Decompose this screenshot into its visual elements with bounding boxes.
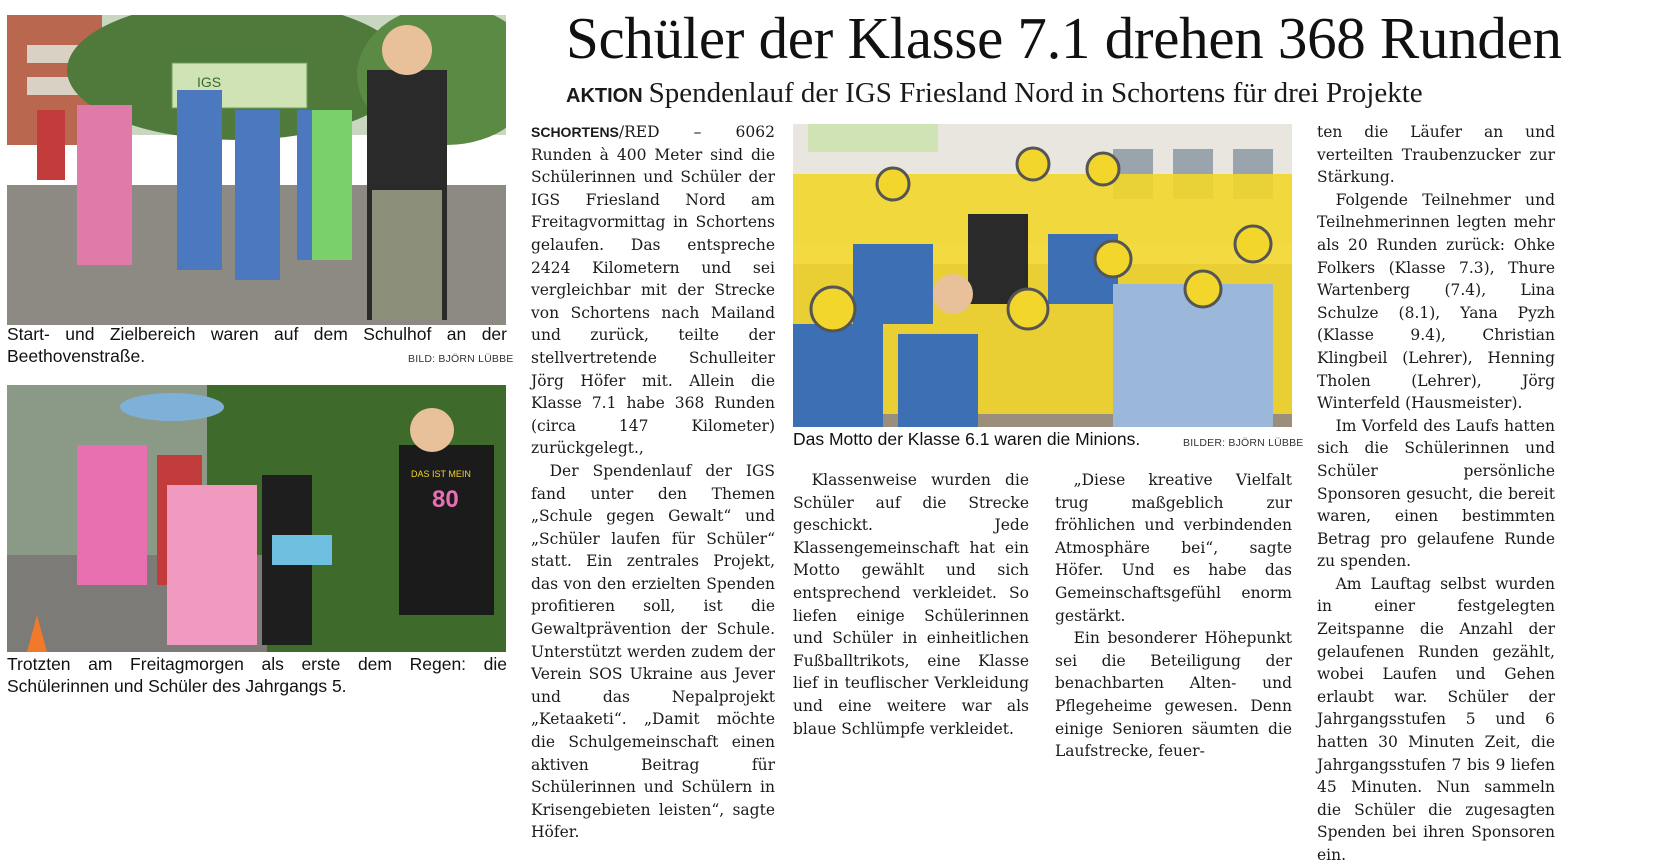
article-paragraph: „Diese kreative Vielfalt trug maßgeblich zur fröhlichen und verbindenden Atmosphäre bei“, sagte Höfer. Und es habe das Gemeinschaftsgefühl enorm gestärkt. (1055, 471, 1292, 625)
article-paragraph: Folgende Teilnehmer und Teilnehmerinnen legten mehr als 20 Runden zurück: Ohke Folkers (Klasse 7.3), Thure Wartenberg (7.4), Lina Schulze (8.1), Yana Pyzh (Klasse 9.4), Christian Klingbeil (Lehrer), Henning Tholen (Lehrer), Jörg Winterfeld (Hausmeister). (1317, 190, 1555, 413)
article-column-2 (793, 469, 1029, 740)
article-paragraph: Ein besonderer Höhepunkt sei die Beteiligung der benachbarten Alten- und Pflegeheime gewesen. Denn einige Senioren säumten die Laufstrecke, feuer- (1055, 629, 1292, 761)
article-paragraph: Im Vorfeld des Laufs hatten sich die Schülerinnen und Schüler persönliche Sponsoren gesucht, die bereit waren, einen bestimmten Betrag pro gelaufene Runde zu spenden. (1317, 416, 1555, 571)
photo-rain-runners-image (7, 385, 506, 652)
article-kicker: AKTION (566, 85, 643, 107)
article-subheadline-text: Spendenlauf der IGS Friesland Nord in Schortens für drei Projekte (648, 77, 1423, 109)
photo-start-finish-caption: Start- und Zielbereich waren auf dem Schulhof an der Beethovenstraße. (7, 324, 507, 366)
article-paragraph: Der Spendenlauf der IGS fand unter den Themen „Schule gegen Gewalt“ und „Schüler laufen für Schüler“ statt. Ein zentrales Projekt, das von den erzielten Spenden profitieren soll, ist die Gewaltprävention der Schule. Unterstützt werden zudem der Verein SOS Ukraine aus Jever und das Nepalprojekt „Ketaaketi“. „Damit möchte die Schulgemeinschaft einen aktiven Beitrag für Schülerinnen und Schülern in Krisengebieten leisten“, sagte Höfer. (531, 461, 775, 842)
photo-minions (793, 124, 1292, 427)
photo-rain-runners-caption: Trotzten am Freitagmorgen als erste dem Regen: die Schülerinnen und Schüler des Jahrgangs 5. (7, 654, 507, 696)
photo-minions-caption: Das Motto der Klasse 6.1 waren die Minions. (793, 429, 1141, 449)
photo-rain-runners (7, 385, 506, 652)
article-subheadline (566, 74, 1666, 115)
photo-start-finish (7, 15, 506, 325)
article-dateline: SCHORTENS (531, 124, 619, 140)
article-paragraph: Klassenweise wurden die Schüler auf die Strecke geschickt. Jede Klassengemeinschaft hat ein Motto gewählt und sich entsprechend verkleidet. So liefen einige Schülerinnen und Schüler in einheitlichen Fußballtrikots, eine Klasse lief in teuflischer Verkleidung und eine weitere war als blaue Schlümpfe verkleidet. (793, 471, 1029, 738)
photo-minions-image (793, 124, 1292, 427)
photo-shirt-text: DAS IST MEIN (411, 469, 471, 479)
article-paragraph-text: 6062 Runden à 400 Meter sind die Schülerinnen und Schüler der IGS Friesland Nord am Freitagvormittag in Schortens gelaufen. Das entspreche 2424 Kilometern und sei vergleichbar mit der Strecke von Schortens nach Mailand und zurück, teilte der stellvertretende Schulleiter Jörg Höfer mit. Allein die Klasse 7.1 habe 368 Runden (circa 147 Kilometer) zurückgelegt., (531, 123, 775, 458)
photo-start-finish-credit: BILD: BJÖRN LÜBBE (408, 353, 514, 365)
photo-banner-text: IGS (197, 74, 222, 90)
article-paragraph: ten die Läufer an und verteilten Traubenzucker zur Stärkung. (1317, 123, 1555, 187)
photo-shirt-number: 80 (432, 486, 459, 513)
article-dateline-suffix: /RED – (618, 123, 736, 141)
article-column-3 (1055, 469, 1292, 763)
photo-minions-credit: BILDER: BJÖRN LÜBBE (1183, 437, 1304, 449)
article-paragraph: Am Lauftag selbst wurden in einer festgelegten Zeitspanne die Anzahl der gelaufenen Runden gezählt, wobei Laufen und Gehen erlaubt war. Schüler der Jahrgangsstufen 5 und 6 hatten 30 Minuten Zeit, die Jahrgangsstufen 7 bis 9 liefen 45 Minuten. Nun sammeln die Schüler die zugesagten Spenden bei ihren Sponsoren ein. (1317, 574, 1555, 864)
article-column-4 (1317, 121, 1555, 867)
article-paragraph (531, 121, 775, 460)
article-column-1 (531, 121, 775, 844)
article-headline: Schüler der Klasse 7.1 drehen 368 Runden (566, 5, 1562, 71)
photo-start-finish-image (7, 15, 506, 325)
